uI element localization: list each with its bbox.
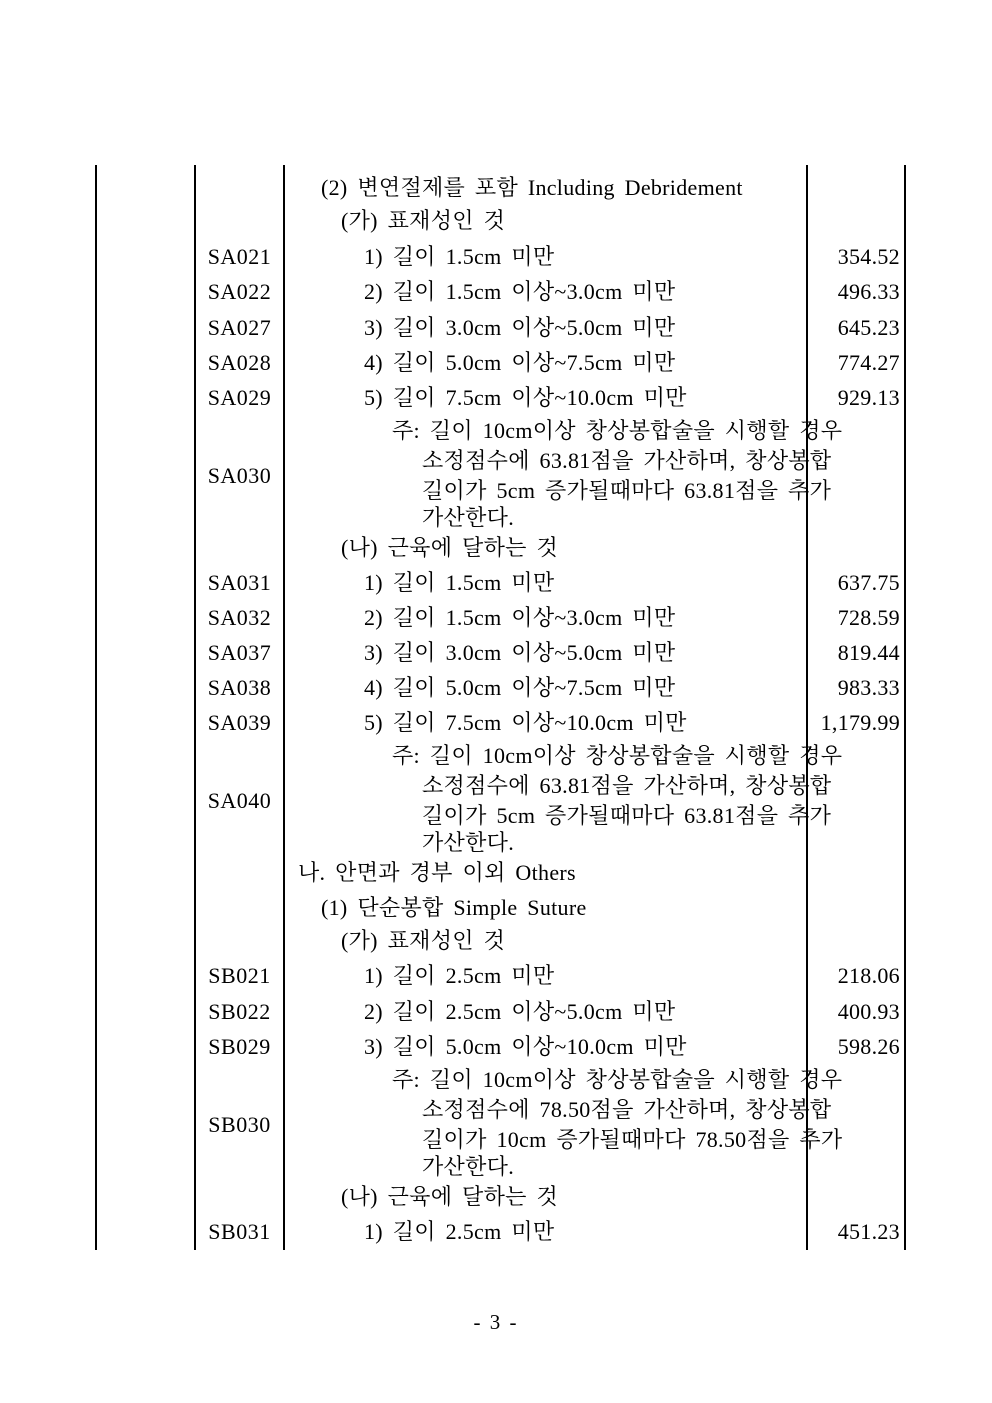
note-line: 소정점수에 63.81점을 가산하며, 창상봉합 (422, 773, 832, 798)
row-value: 645.23 (837, 315, 900, 340)
row-code: SB022 (208, 999, 271, 1024)
row-code: SA040 (207, 788, 272, 813)
note-line: 길이가 5cm 증가될때마다 63.81점을 추가 (422, 803, 832, 828)
row-code: SB030 (208, 1112, 271, 1137)
table-border-line (904, 165, 906, 1250)
row-description: 2) 길이 1.5cm 이상~3.0cm 미만 (364, 605, 676, 630)
row-description: (나) 근육에 달하는 것 (341, 535, 559, 560)
row-value: 819.44 (837, 640, 900, 665)
row-code: SB029 (208, 1034, 271, 1059)
row-code: SA037 (207, 640, 272, 665)
row-description: 5) 길이 7.5cm 이상~10.0cm 미만 (364, 385, 687, 410)
row-description: 1) 길이 2.5cm 미만 (364, 963, 555, 988)
row-description: 4) 길이 5.0cm 이상~7.5cm 미만 (364, 350, 676, 375)
row-value: 983.33 (837, 675, 900, 700)
row-code: SA032 (207, 605, 272, 630)
row-code: SA022 (207, 279, 272, 304)
note-line: 소정점수에 78.50점을 가산하며, 창상봉합 (422, 1097, 832, 1122)
row-description: (2) 변연절제를 포함 Including Debridement (321, 175, 743, 200)
row-value: 774.27 (837, 350, 900, 375)
row-description: 1) 길이 1.5cm 미만 (364, 244, 555, 269)
row-description: (가) 표재성인 것 (341, 928, 506, 953)
row-value: 598.26 (837, 1034, 900, 1059)
row-description: (1) 단순봉합 Simple Suture (321, 895, 587, 920)
row-code: SA027 (207, 315, 272, 340)
row-value: 400.93 (837, 999, 900, 1024)
row-description: 나. 안면과 경부 이외 Others (298, 860, 576, 885)
note-line: 가산한다. (422, 830, 515, 855)
row-description: 3) 길이 3.0cm 이상~5.0cm 미만 (364, 315, 676, 340)
table-border-line (95, 165, 97, 1250)
row-description: (나) 근육에 달하는 것 (341, 1184, 559, 1209)
note-line: 길이가 10cm 증가될때마다 78.50점을 추가 (422, 1127, 843, 1152)
row-description: 3) 길이 3.0cm 이상~5.0cm 미만 (364, 640, 676, 665)
row-code: SA031 (207, 570, 272, 595)
row-code: SA021 (207, 244, 272, 269)
page-number: - 3 - (473, 1310, 519, 1334)
row-value: 1,179.99 (820, 710, 900, 735)
note-line: 가산한다. (422, 1154, 515, 1179)
row-code: SA028 (207, 350, 272, 375)
row-code: SA029 (207, 385, 272, 410)
note-line: 가산한다. (422, 505, 515, 530)
note-line: 소정점수에 63.81점을 가산하며, 창상봉합 (422, 448, 832, 473)
row-value: 929.13 (837, 385, 900, 410)
row-description: 1) 길이 1.5cm 미만 (364, 570, 555, 595)
note-line: 길이가 5cm 증가될때마다 63.81점을 추가 (422, 478, 832, 503)
note-line: 주: 길이 10cm이상 창상봉합술을 시행할 경우 (392, 418, 843, 443)
row-value: 637.75 (837, 570, 900, 595)
row-value: 496.33 (837, 279, 900, 304)
row-value: 451.23 (837, 1219, 900, 1244)
row-code: SA030 (207, 463, 272, 488)
row-description: 2) 길이 1.5cm 이상~3.0cm 미만 (364, 279, 676, 304)
row-description: 3) 길이 5.0cm 이상~10.0cm 미만 (364, 1034, 687, 1059)
row-description: 4) 길이 5.0cm 이상~7.5cm 미만 (364, 675, 676, 700)
row-description: 1) 길이 2.5cm 미만 (364, 1219, 555, 1244)
row-description: 5) 길이 7.5cm 이상~10.0cm 미만 (364, 710, 687, 735)
note-line: 주: 길이 10cm이상 창상봉합술을 시행할 경우 (392, 1067, 843, 1092)
row-value: 354.52 (837, 244, 900, 269)
row-value: 728.59 (837, 605, 900, 630)
row-code: SA039 (207, 710, 272, 735)
row-value: 218.06 (837, 963, 900, 988)
row-code: SA038 (207, 675, 272, 700)
row-description: (가) 표재성인 것 (341, 208, 506, 233)
note-line: 주: 길이 10cm이상 창상봉합술을 시행할 경우 (392, 743, 843, 768)
row-description: 2) 길이 2.5cm 이상~5.0cm 미만 (364, 999, 676, 1024)
row-code: SB031 (208, 1219, 271, 1244)
row-code: SB021 (208, 963, 271, 988)
